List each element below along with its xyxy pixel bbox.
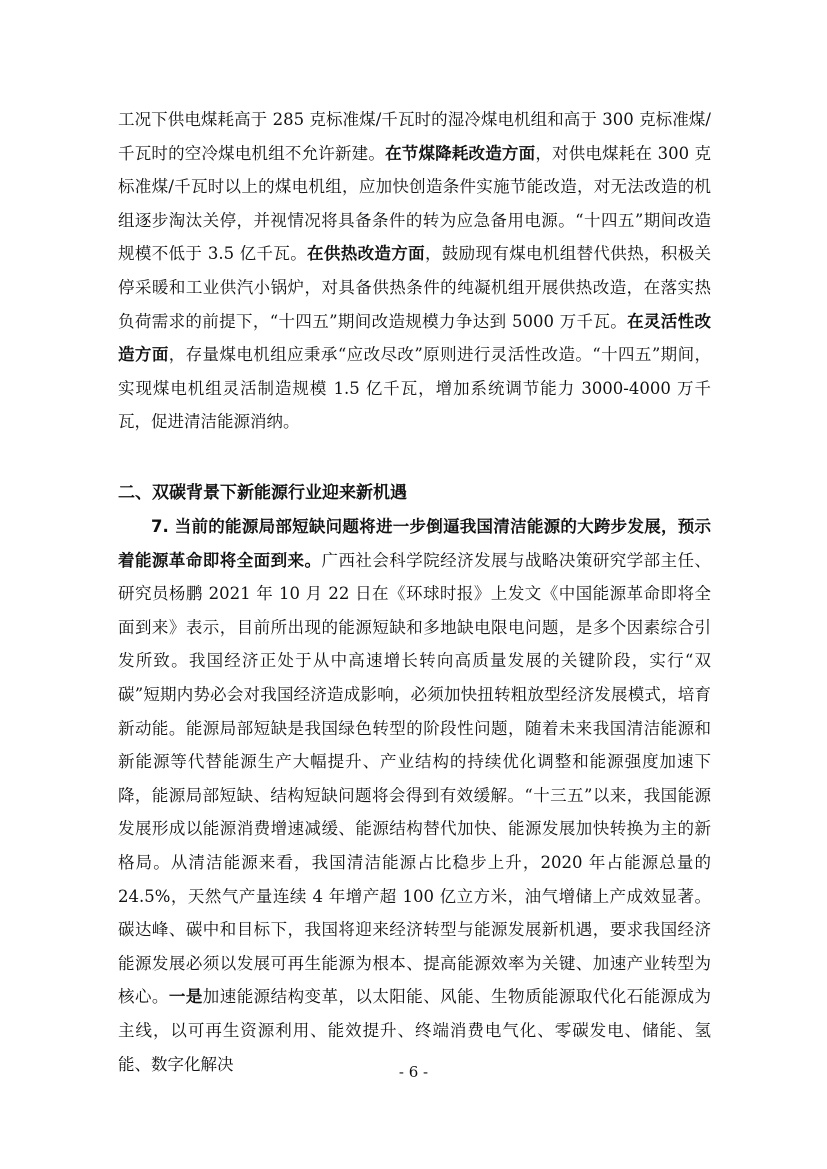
paragraph-text: ，存量煤电机组应秉承“应改尽改”原则进行灵活性改造。“十四五”期间，实现煤电机组灵活制造规模 1.5 亿千瓦，增加系统调节能力 3000-4000 万千瓦，促进清洁能源消纳。 [118, 345, 711, 432]
bold-phrase: 在灵活性改造方面 [118, 311, 712, 365]
paragraph-text: ，鼓励现有煤电机组替代供热，积极关停采暖和工业供汽小锅炉，对具备供热条件的纯凝机组开展供热改造，在落实热负荷需求的前提下，“十四五”期间改造规模力争达到 5000 万千瓦。 [118, 244, 712, 331]
bold-phrase: 在供热改造方面 [307, 244, 425, 264]
bold-phrase: 一是 [168, 987, 203, 1007]
paragraph-text: ，对供电煤耗在 300 克标准煤/千瓦时以上的煤电机组，应加快创造条件实施节能改造，对无法改造的机组逐步淘汰关停，并视情况将具备条件的转为应急备用电源。“十四五”期间改造规模不低于 3.5 亿千瓦。 [118, 143, 712, 264]
paragraph-text: 加速能源结构变革，以太阳能、风能、生物质能源取代化石能源成为主线，以可再生资源利用、能效提升、终端消费电气化、零碳发电、储能、氢能、数字化解决 [118, 987, 712, 1074]
body-paragraph [118, 103, 711, 439]
paragraph-text: 广西社会科学院经济发展与战略决策研究学部主任、研究员杨鹏 2021 年 10 月 22 日在《环球时报》上发文《中国能源革命即将全面到来》表示，目前所出现的能源短缺和多地缺电限电问题，是多个因素综合引发所致。我国经济正处于从中高速增长转向高质量发展的关键阶段，实行“双碳”短期内势必会对我国经济造成影响，必须加快扭转粗放型经济发展模式，培育新动能。能源局部短缺是我国绿色转型的阶段性问题，随着未来我国清洁能源和新能源等代替能源生产大幅提升、产业结构的持续优化调整和能源强度加速下降，能源局部短缺、结构短缺问题将会得到有效缓解。“十三五”以来，我国能源发展形成以能源消费增速减缓、能源结构替代加快、能源发展加快转换为主的新格局。从清洁能源来看，我国清洁能源占比稳步上升，2020 年占能源总量的 24.5%，天然气产量连续 4 年增产超 100 亿立方米，油气增储上产成效显著。碳达峰、碳中和目标下，我国将迎来经济转型与能源发展新机遇，要求我国经济能源发展必须以发展可再生能源为根本、提高能源效率为关键、加速产业转型为核心。 [118, 550, 712, 1007]
paragraph-text: 工况下供电煤耗高于 285 克标准煤/千瓦时的湿冷煤电机组和高于 300 克标准煤/千瓦时的空冷煤电机组不允许新建。 [118, 110, 711, 163]
bold-lead-sentence: 7. 当前的能源局部短缺问题将进一步倒逼我国清洁能源的大跨步发展，预示着能源革命即将全面到来。 [118, 517, 711, 570]
section-heading: 二、双碳背景下新能源行业迎来新机遇 [118, 483, 407, 503]
body-paragraph [118, 510, 711, 1081]
page-number: - 6 - [398, 1063, 429, 1081]
bold-phrase: 在节煤降耗改造方面 [385, 143, 536, 163]
